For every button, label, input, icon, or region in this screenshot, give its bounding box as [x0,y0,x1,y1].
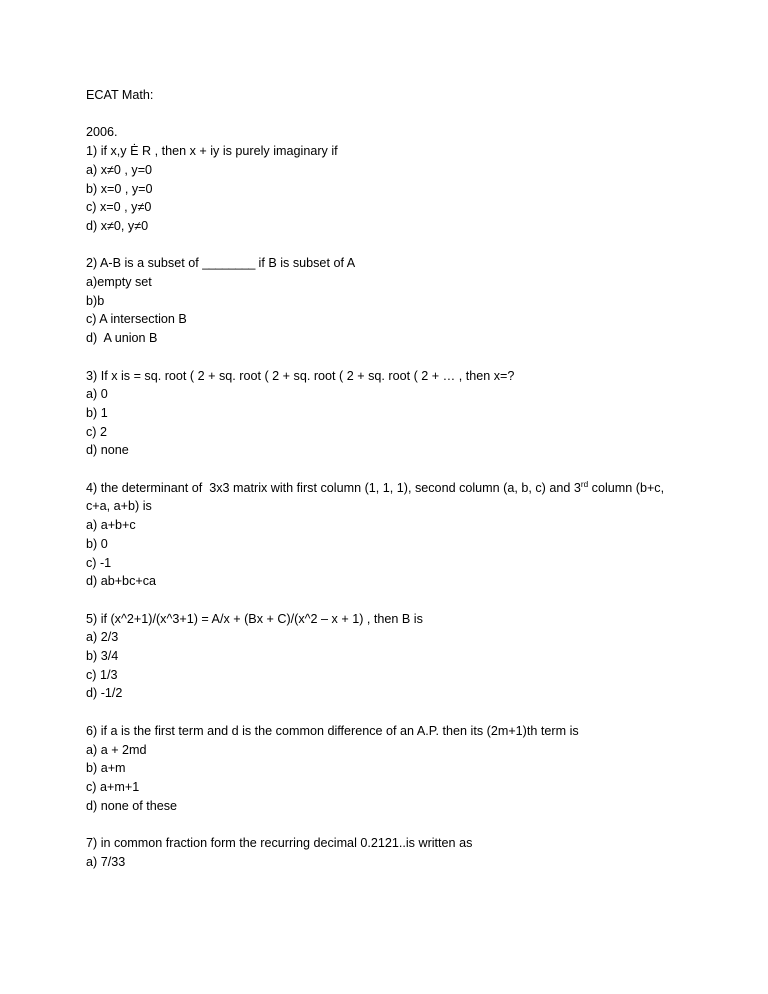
question-option-4b: b) 0 [86,536,108,551]
question-option-3b: b) 1 [86,405,108,420]
question-option-5a: a) 2/3 [86,630,119,645]
question-option-5d: d) -1/2 [86,686,123,701]
question-option-6a: a) a + 2md [86,742,147,757]
blank-line [86,815,680,834]
question-stem-5: 5) if (x^2+1)/(x^3+1) = A/x + (Bx + C)/(x^2 – x + 1) , then B is [86,611,423,626]
question-option-1c: c) x=0 , y≠0 [86,200,152,215]
blank-line [86,348,680,367]
question-block-1 [86,142,680,236]
question-stem-4-part2: column (b+c, c+a, a+b) is [86,480,668,514]
question-block-7 [86,834,680,871]
question-option-6b: b) a+m [86,761,126,776]
question-option-5c: c) 1/3 [86,667,118,682]
question-option-4c: c) -1 [86,555,112,570]
question-option-6c: c) a+m+1 [86,779,140,794]
question-option-2d: d) A union B [86,331,158,346]
document-title: ECAT Math: [86,88,154,102]
question-option-4d: d) ab+bc+ca [86,574,157,589]
question-stem-6: 6) if a is the first term and d is the common difference of an A.P. then its (2m+1)th term is [86,723,579,738]
question-option-2a: a)empty set [86,275,152,289]
question-option-6d: d) none of these [86,798,178,813]
question-option-1d: d) x≠0, y≠0 [86,218,149,233]
document-body [86,86,680,871]
question-stem-4-part1: 4) the determinant of 3x3 matrix with first column (1, 1, 1), second column (a, b, c) and 3 [86,480,581,495]
question-blank-2: ________ [202,256,256,271]
blank-line [86,591,680,610]
blank-line [86,105,680,124]
question-option-7a: a) 7/33 [86,854,126,869]
question-block-5 [86,610,680,704]
year-label: 2006. [86,125,118,140]
blank-line [86,236,680,255]
question-option-1a: a) x≠0 , y=0 [86,162,153,177]
question-option-3a: a) 0 [86,387,108,402]
question-stem-3: 3) If x is = sq. root ( 2 + sq. root ( 2 + sq. root ( 2 + sq. root ( 2 + … , then x=? [86,368,515,383]
question-stem-2-after-blank: if B is subset of A [255,256,356,271]
question-block-2 [86,254,680,348]
question-option-5b: b) 3/4 [86,649,119,664]
question-stem-2 [86,254,680,273]
question-stem-7: 7) in common fraction form the recurring decimal 0.2121..is written as [86,836,473,851]
question-option-3d: d) none [86,443,129,458]
question-stem-2-before-blank: 2) A-B is a subset of [86,256,203,271]
question-option-2c: c) A intersection B [86,312,187,327]
question-block-3 [86,367,680,461]
question-block-6 [86,722,680,816]
question-stem-4 [86,479,680,516]
question-option-4a: a) a+b+c [86,518,136,533]
question-stem-1: 1) if x,y Ė R , then x + iy is purely imaginary if [86,144,338,159]
question-option-2b: b)b [86,293,105,308]
question-option-3c: c) 2 [86,424,107,439]
blank-line [86,703,680,722]
ordinal-superscript: rd [580,479,589,489]
question-option-1b: b) x=0 , y=0 [86,181,153,196]
blank-line [86,460,680,479]
question-block-4 [86,479,680,591]
